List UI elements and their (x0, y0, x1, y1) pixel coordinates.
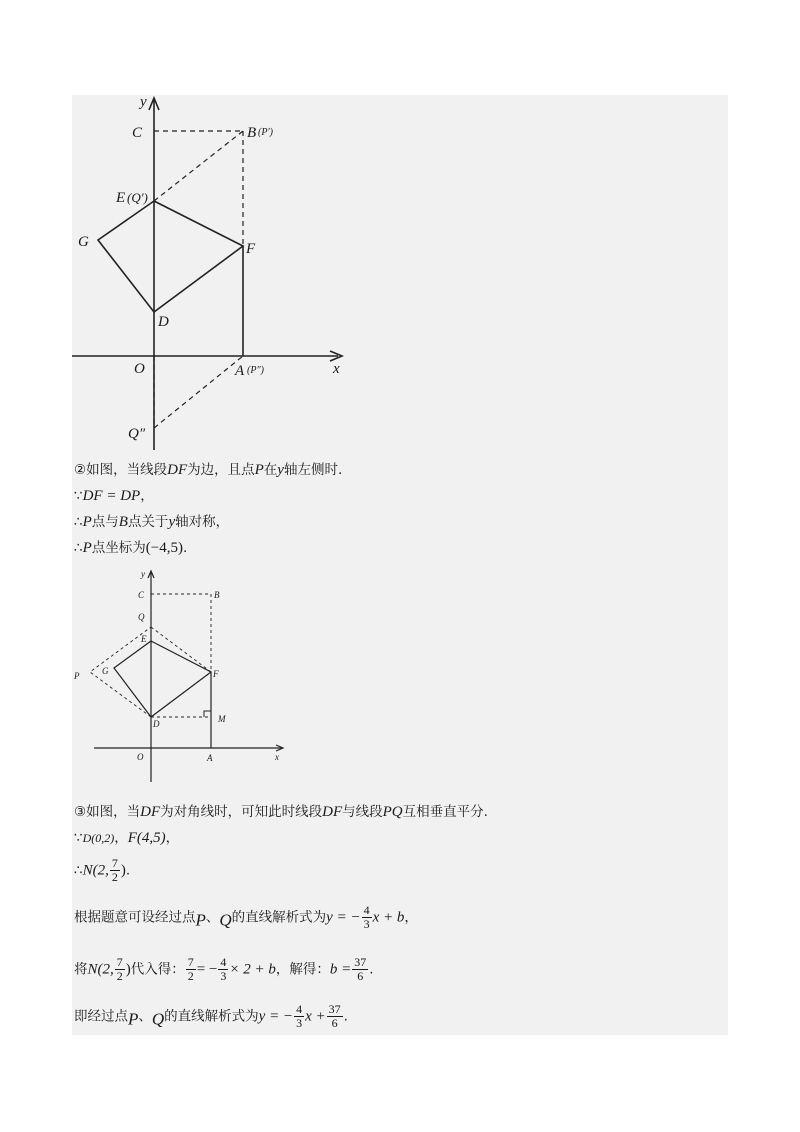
case3-line2: ∵D(0,2)，F(4,5)， (74, 830, 180, 846)
label-g: G (78, 234, 89, 250)
label-a-sub: (P″) (247, 365, 264, 376)
label2-m: M (218, 714, 226, 724)
square-defg-2 (114, 641, 211, 717)
label2-e: E (141, 634, 147, 644)
label-o: O (134, 361, 145, 377)
label-q2: Q″ (128, 426, 146, 442)
label2-o: O (137, 752, 144, 762)
label-e-sub: (Q′) (127, 190, 148, 205)
label-a: A (235, 363, 245, 379)
case3-line1: ③如图，当DF为对角线时，可知此时线段DF与线段PQ互相垂直平分. (74, 804, 488, 820)
label2-c: C (138, 590, 145, 600)
label2-x: x (275, 752, 279, 762)
right-angle-mark (204, 711, 211, 717)
label2-a: A (207, 753, 213, 763)
label-b: B (247, 125, 257, 141)
figure-2 (72, 565, 292, 790)
label2-g: G (102, 666, 109, 676)
label-c: C (132, 125, 143, 141)
label-e: E (116, 190, 126, 206)
case2-line4: ∴P点坐标为(−4,5). (74, 540, 188, 556)
square-defg (98, 201, 243, 312)
dash-eb (154, 131, 243, 201)
label2-f: F (213, 669, 219, 679)
dash-qa (154, 356, 243, 428)
case2-line3: ∴P点与B点关于y轴对称， (74, 514, 230, 530)
label2-p: P (74, 671, 80, 681)
label2-y: y (141, 569, 145, 579)
label-f: F (246, 241, 256, 257)
figure-1 (72, 95, 372, 450)
label2-d: D (153, 719, 160, 729)
case2-line1: ②如图，当线段DF为边，且点P在y轴左侧时. (74, 462, 343, 478)
label-d: D (158, 314, 169, 330)
case3-line3: ∴N(2, $\frac{7}{2}$ ). (74, 856, 131, 884)
case3-line6: 即经过点P、Q的直线解析式为y = − $\frac{4}{3}$ x + $\frac{37}{6}$ . (74, 1002, 348, 1030)
label-x: x (333, 361, 340, 377)
label-b-sub: (P′) (258, 127, 273, 138)
label-y: y (140, 95, 147, 110)
label2-q: Q (138, 612, 145, 622)
case3-line5: 将N(2, $\frac{7}{2}$ )代入得： $\frac{7}{2}$ = − $\frac{4}{3}$ × 2 + b，解得：b = $\frac{37}{6}$ . (74, 955, 374, 983)
label2-b: B (214, 590, 220, 600)
case3-line4: 根据题意可设经过点P、Q的直线解析式为y = − $\frac{4}{3}$ x + b， (74, 903, 418, 931)
case2-line2: ∵DF = DP， (74, 488, 154, 504)
